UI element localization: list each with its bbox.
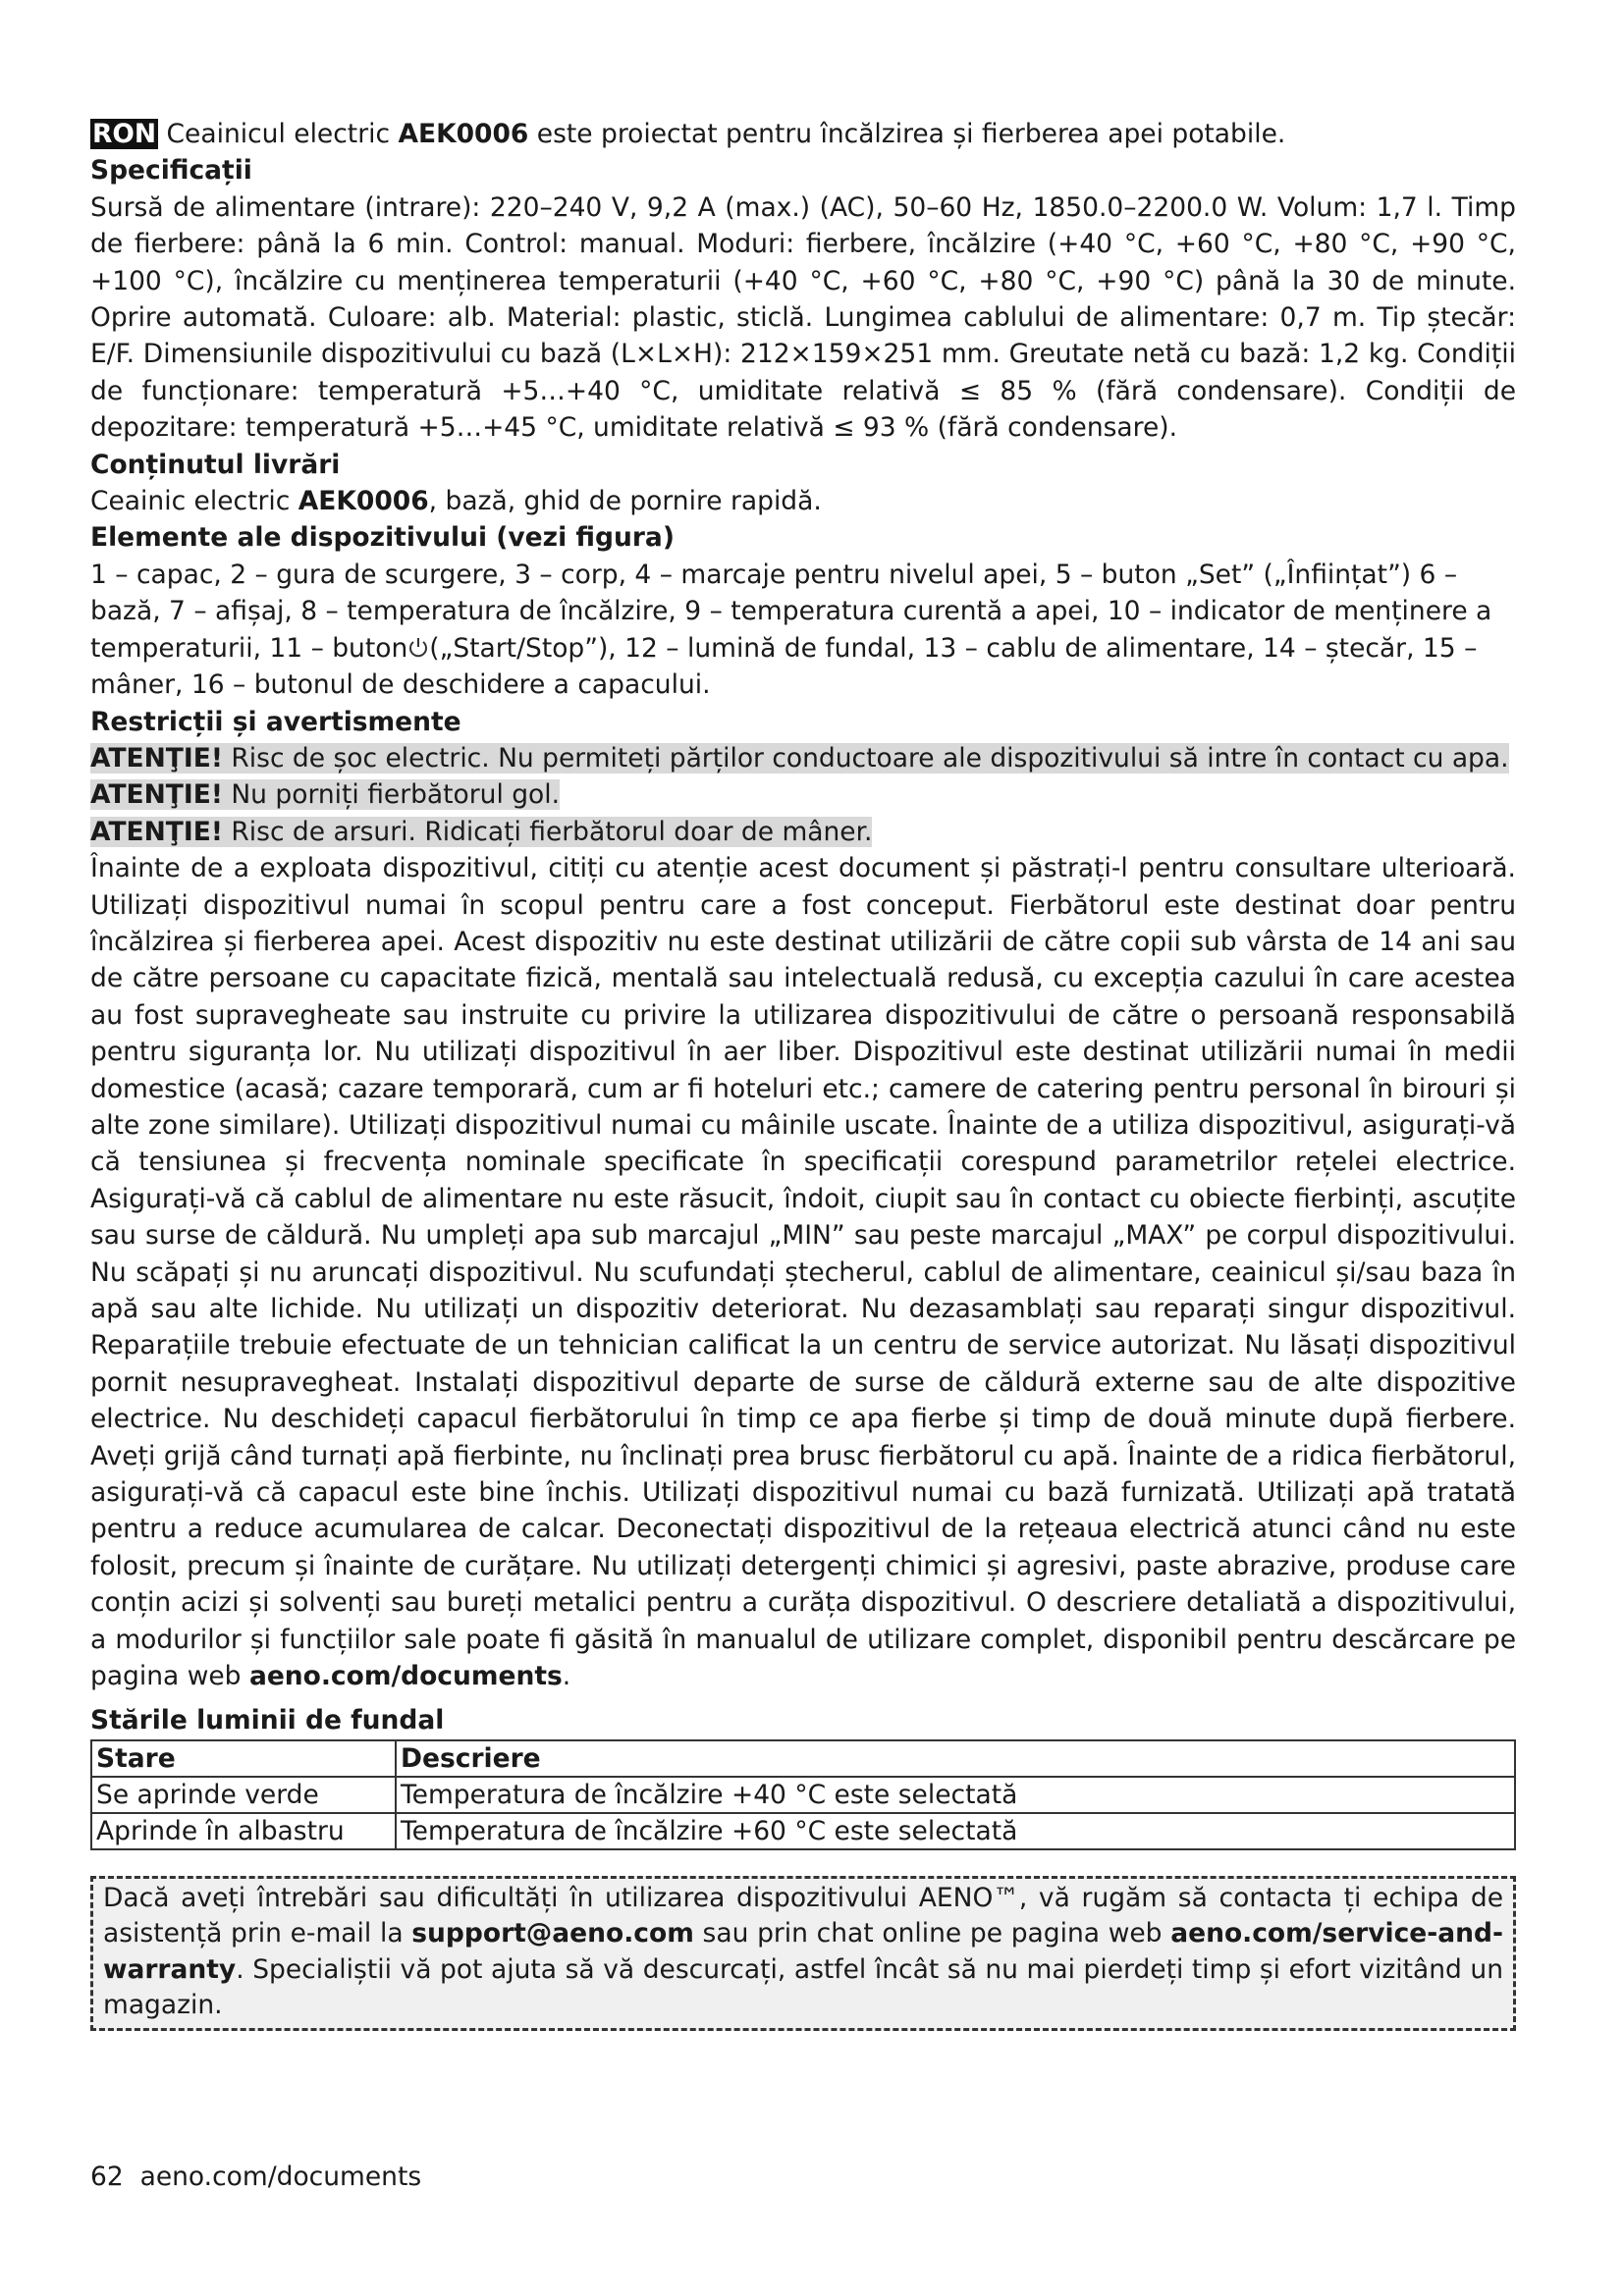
delivery-text [90, 483, 1516, 519]
restrictions-body [90, 850, 1516, 1694]
warning-text: Risc de arsuri. Ridicați fierbătorul doar de mâner. [222, 816, 873, 847]
intro-text-end: este proiectat pentru încălzirea și fierberea apei potabile. [528, 119, 1286, 149]
model-name: AEK0006 [398, 119, 529, 149]
specs-heading: Specificații [90, 155, 252, 187]
warning-text: Risc de șoc electric. Nu permiteți părților conductoare ale dispozitivului să intre în contact cu apa. [222, 742, 1509, 774]
support-text-mid: sau prin chat online pe pagina web [693, 1918, 1171, 1949]
support-box [90, 1876, 1516, 2031]
restrictions-heading: Restricții și avertismente [90, 706, 461, 737]
table-header-row [91, 1740, 1515, 1777]
page-number: 62 [90, 2162, 124, 2192]
delivery-text-start: Ceainic electric [90, 486, 298, 517]
table-cell-description: Temperatura de încălzire +40 °C este selectată [396, 1777, 1515, 1813]
warning-1 [90, 740, 1516, 776]
elements-text [90, 557, 1516, 704]
column-header-state: Stare [91, 1740, 396, 1777]
table-row [91, 1813, 1515, 1849]
restrictions-body-text: Înainte de a exploata dispozitivul, citiți cu atenție acest document și păstrați-l pentru consultare ulterioară. Utilizați dispozitivul numai în scopul pentru care a fost conceput. Fierbătorul este destinat doar pentru încălzirea și fierberea apei. Acest dispozitiv nu este destinat utilizării de către copii sub vârsta de 14 ani sau de către persoane cu capacitate fizică, mentală sau intelectuală redusă, cu excepția cazului în care acestea au fost supravegheate sau instruite cu privire la utilizarea dispozitivului de către o persoană responsabilă pentru siguranța lor. Nu utilizați dispozitivul în aer liber. Dispozitivul este destinat utilizării numai în medii domestice (acasă; cazare temporară, cum ar fi hoteluri etc.; camere de catering pentru personal în birouri și alte zone similare). Utilizați dispozitivul numai cu mâinile uscate. Înainte de a utiliza dispozitivul, asigurați-vă că tensiunea și frecvența nominale specificate în specificații corespund parametrilor rețelei electrice. Asigurați-vă că cablul de alimentare nu este răsucit, îndoit, ciupit sau în contact cu obiecte fierbinți, ascuțite sau surse de căldură. Nu umpleți apa sub marcajul „MIN” sau peste marcajul „MAX” pe corpul dispozitivului. Nu scăpați și nu aruncați dispozitivul. Nu scufundați ștecherul, cablul de alimentare, ceainicul și/sau baza în apă sau alte lichide. Nu utilizați un dispozitiv deteriorat. Nu dezasamblați sau reparați singur dispozitivul. Reparațiile trebuie efectuate de un tehnician calificat la un centru de service autorizat. Nu lăsați dispozitivul pornit nesupravegheat. Instalați dispozitivul departe de surse de căldură externe sau de alte dispozitive electrice. Nu deschideți capacul fierbătorului în timp ce apa fierbe și timp de două minute după fierbere. Aveți grijă când turnați apă fierbinte, nu înclinați prea brusc fierbătorul cu apă. Înainte de a ridica fierbătorul, asigurați-vă că capacul este bine închis. Utilizați dispozitivul numai cu bază furnizată. Utilizați apă tratată pentru a reduce acumularea de calcar. Deconectați dispozitivul de la rețeaua electrică atunci când nu este folosit, precum și înainte de curățare. Nu utilizați detergenți chimici și agresivi, paste abrazive, produse care conțin acizi și solvenți sau bureți metalici pentru a curăța dispozitivul. O descriere detaliată a dispozitivului, a modurilor și funcțiilor sale poate fi găsită în manualul de utilizare complet, disponibil pentru descărcare pe pagina web [90, 853, 1516, 1692]
warning-label: ATENŢIE! [90, 779, 223, 811]
language-badge: RON [92, 119, 157, 149]
footer-url: aeno.com/documents [139, 2162, 422, 2192]
warning-label: ATENŢIE! [90, 816, 223, 847]
delivery-model: AEK0006 [298, 486, 429, 517]
table-row [91, 1777, 1515, 1813]
delivery-text-end: , bază, ghid de pornire rapidă. [428, 486, 822, 517]
intro-paragraph [90, 116, 1516, 152]
elements-text-start: 1 – capac, 2 – gura de scurgere, 3 – corp, 4 – marcaje pentru nivelul apei, 5 – buton „Set” („Înființat”) 6 – bază, 7 – afișaj, 8 – temperatura de încălzire, 9 – temperatura curentă a apei, 10 – indicator de menținere a temperaturii, 11 – buton [90, 559, 1492, 664]
document-page [90, 116, 1516, 2031]
power-icon [407, 632, 429, 654]
table-cell-state: Aprinde în albastru [91, 1813, 396, 1849]
warning-text: Nu porniți fierbătorul gol. [222, 779, 561, 811]
restrictions-body-end: . [562, 1661, 571, 1692]
support-text: Dacă aveți întrebări sau dificultăți în utilizarea dispozitivului AENO™, vă rugăm să contacta ți echipa de asistență prin e-mail la [103, 1882, 1503, 1949]
elements-heading: Elemente ale dispozitivului (vezi figura) [90, 522, 675, 554]
intro-text: Ceainicul electric [158, 119, 399, 149]
backlight-heading: Stările luminii de fundal [90, 1705, 445, 1736]
support-text-end: . Specialiștii vă pot ajuta să vă descurcați, astfel încât să nu mai pierdeți timp și efort vizitând un magazin. [103, 1953, 1503, 2021]
warning-label: ATENŢIE! [90, 742, 223, 774]
column-header-description: Descriere [396, 1740, 1515, 1777]
table-cell-description: Temperatura de încălzire +60 °C este selectată [396, 1813, 1515, 1849]
support-email-link[interactable]: support@aeno.com [411, 1918, 694, 1949]
service-warranty-link[interactable]: aeno.com/service-and-warranty [103, 1918, 1503, 1985]
elements-text-end: („Start/Stop”), 12 – lumină de fundal, 13 – cablu de alimentare, 14 – ștecăr, 15 – mâner, 16 – butonul de deschidere a capacului. [90, 632, 1478, 701]
table-cell-state: Se aprinde verde [91, 1777, 396, 1813]
documents-link[interactable]: aeno.com/documents [248, 1661, 563, 1692]
warning-3 [90, 814, 1516, 850]
delivery-heading: Conținutul livrări [90, 449, 341, 480]
specs-text: Sursă de alimentare (intrare): 220–240 V, 9,2 A (max.) (AC), 50–60 Hz, 1850.0–2200.0 W. Volum: 1,7 l. Timp de fierbere: până la 6 min. Control: manual. Moduri: fierbere, încălzire (+40 °C, +60 °C, +80 °C, +90 °C, +100 °C), încălzire cu menținerea temperaturii (+40 °C, +60 °C, +80 °C, +90 °C) până la 30 de minute. Oprire automată. Culoare: alb. Material: plastic, sticlă. Lungimea cablului de alimentare: 0,7 m. Tip ștecăr: E/F. Dimensiunile dispozitivului cu bază (L×L×H): 212×159×251 mm. Greutate netă cu bază: 1,2 kg. Condiții de funcționare: temperatură +5…+40 °C, umiditate relativă ≤ 85 % (fără condensare). Condiții de depozitare: temperatură +5…+45 °C, umiditate relativă ≤ 93 % (fără condensare). [90, 191, 1516, 444]
page-footer [90, 2160, 421, 2195]
backlight-table [90, 1739, 1516, 1850]
warning-2 [90, 776, 1516, 813]
